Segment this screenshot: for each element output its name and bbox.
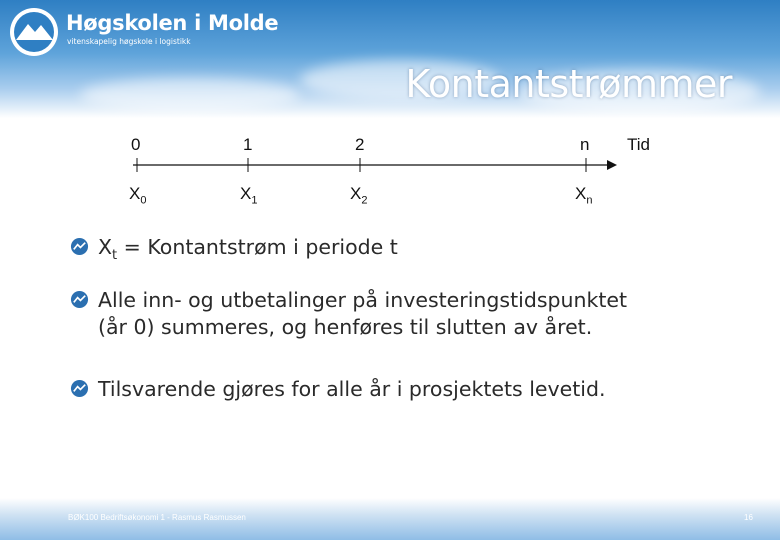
cloud-decoration <box>80 78 300 112</box>
bullet-item <box>73 234 763 269</box>
page-number: 16 <box>744 513 753 522</box>
period-label: n <box>580 135 590 154</box>
bullet-icon <box>70 237 89 256</box>
bullet-icon <box>70 290 89 309</box>
bullet-text: Tilsvarende gjøres for alle år i prosjektets levetid. <box>98 377 606 401</box>
bullet-line: (år 0) summeres, og henføres til slutten av året. <box>98 315 593 339</box>
period-label: 2 <box>355 135 365 154</box>
bullet-item <box>73 287 763 341</box>
bullet-text <box>98 287 763 341</box>
timeline-axis <box>0 120 780 230</box>
slide-title: Kontantstrømmer <box>405 62 732 106</box>
footer-text: BØK100 Bedriftsøkonomi 1 - Rasmus Rasmussen <box>68 513 246 522</box>
cash-flow-label: $X_n$ <box>575 184 593 207</box>
axis-label: Tid <box>627 135 650 154</box>
timeline-arrowhead <box>607 160 617 170</box>
bullet-line: Alle inn- og utbetalinger på investeringstidspunktet <box>98 288 628 312</box>
college-logo-icon <box>8 6 60 58</box>
bullet-icon <box>70 379 89 398</box>
cash-flow-label: $X_0$ <box>129 184 147 207</box>
logo-tagline: vitenskapelig høgskole i logistikk <box>67 37 191 46</box>
cash-flow-timeline <box>0 120 780 230</box>
period-label: 0 <box>131 135 141 154</box>
bullet-text: $X_t$ = Kontantstrøm i periode t <box>98 235 398 264</box>
logo-name: Høgskolen i Molde <box>66 11 279 35</box>
cash-flow-label: $X_1$ <box>240 184 258 207</box>
cash-flow-label: $X_2$ <box>350 184 368 207</box>
period-label: 1 <box>243 135 253 154</box>
bullet-item <box>73 376 763 403</box>
